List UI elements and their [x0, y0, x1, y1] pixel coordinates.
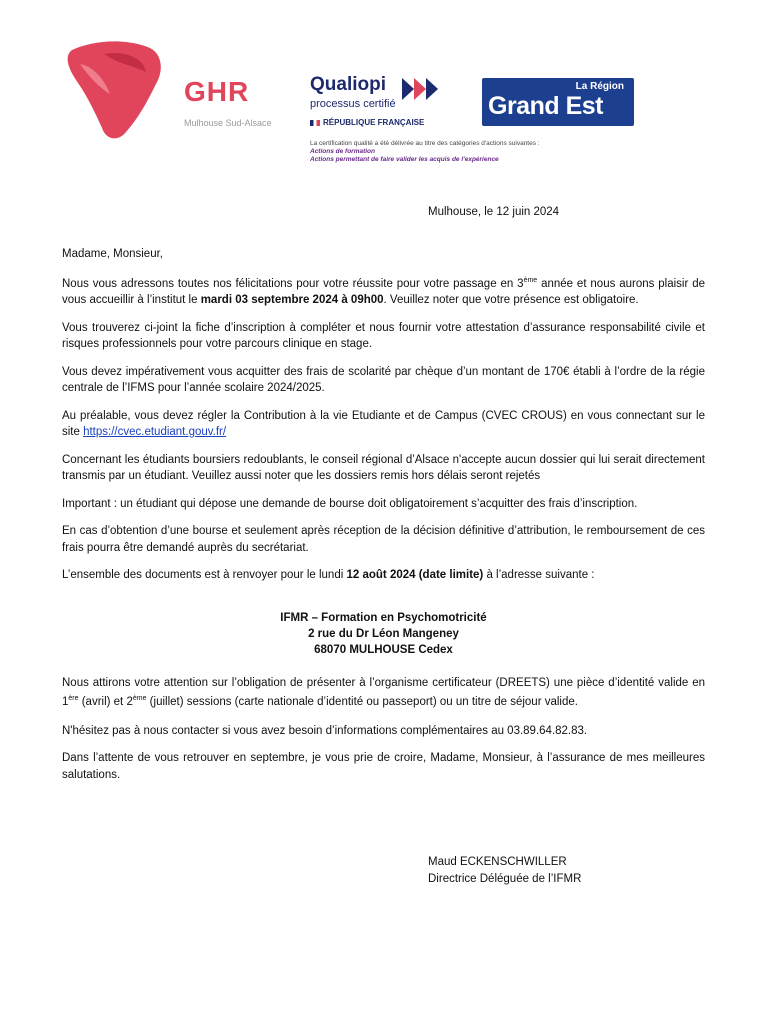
p9-text-c: (juillet) sessions (carte nationale d’identité ou passeport) ou un titre de séjour valide. — [146, 695, 578, 708]
p1-text-c: . Veuillez noter que votre présence est obligatoire. — [383, 294, 639, 306]
paragraph-scholarship: Concernant les étudiants boursiers redoublants, le conseil régional d’Alsace n'accepte aucun dossier qui lui serait directement transmis par un étudiant. Veuillez aussi noter que les dossiers remis hors délais seront rejetés — [62, 453, 705, 482]
ghr-name: GHR — [184, 76, 250, 107]
paragraph-documents: Vous trouverez ci-joint la fiche d’inscription à compléter et nous fournir votre attestation d’assurance responsabilité civile et risques professionnels pour votre parcours clinique en stage. — [62, 321, 705, 350]
mailing-address — [62, 610, 705, 658]
paragraph-identity — [62, 674, 705, 712]
paragraph-refund: En cas d’obtention d’une bourse et seulement après réception de la décision définitive d’attribution, le remboursement de ces frais pourra être demandé auprès du secrétariat. — [62, 525, 705, 554]
ghr-logo — [64, 36, 294, 146]
p1-bold-date: mardi 03 septembre 2024 à 09h00 — [200, 294, 384, 306]
republique-label: RÉPUBLIQUE FRANÇAISE — [323, 118, 425, 127]
paragraph-important: Important : un étudiant qui dépose une demande de bourse doit obligatoirement s’acquitter des frais d’inscription. — [62, 497, 638, 510]
p8-text-a: L’ensemble des documents est à renvoyer pour le lundi — [62, 569, 347, 581]
letter-body — [62, 246, 705, 794]
paragraph-cvec — [62, 408, 705, 441]
certification-line-1: Actions de formation — [310, 148, 376, 155]
certification-note — [310, 140, 580, 164]
qualiopi-subtitle: processus certifié — [310, 98, 396, 110]
qualiopi-name: Qualiopi — [310, 74, 386, 95]
ghr-subtitle: Mulhouse Sud-Alsace — [184, 118, 272, 128]
p9-superscript-2: ème — [132, 694, 147, 702]
qualiopi-logo — [306, 74, 456, 134]
p8-bold-deadline: 12 août 2024 (date limite) — [346, 569, 484, 581]
region-grand-est-logo — [482, 78, 634, 126]
address-line-1: IFMR – Formation en Psychomotricité — [280, 611, 487, 624]
republique-francaise — [310, 118, 424, 127]
paragraph-contact: N'hésitez pas à nous contacter si vous avez besoin d’informations complémentaires au 03.89.64.82.83. — [62, 724, 588, 737]
p8-text-b: à l’adresse suivante : — [483, 569, 595, 581]
signatory-title: Directrice Déléguée de l’IFMR — [428, 873, 582, 885]
address-line-3: 68070 MULHOUSE Cedex — [314, 643, 453, 656]
p1-text-a: Nous vous adressons toutes nos félicitations pour votre réussite pour votre passage en 3 — [62, 277, 524, 290]
signatory-name: Maud ECKENSCHWILLER — [428, 856, 567, 868]
p1-text-b: année et nous aurons plaisir de vous accueillir à l’institut le — [62, 277, 705, 306]
ghr-emblem-icon — [64, 36, 184, 146]
flag-icon — [310, 120, 320, 126]
p9-text-b: (avril) et 2 — [78, 695, 133, 708]
p9-text-a: Nous attirons votre attention sur l’obligation de présenter à l’organisme certificateur (DREETS) une pièce d’identité valide en 1 — [62, 676, 705, 708]
paragraph-closing: Dans l’attente de vous retrouver en septembre, je vous prie de croire, Madame, Monsieur, à l’assurance de mes meilleures salutations. — [62, 752, 705, 781]
p1-superscript: ème — [523, 276, 538, 284]
certification-intro: La certification qualité a été délivrée au titre des catégories d'actions suivantes : — [310, 140, 540, 147]
cvec-link[interactable]: https://cvec.etudiant.gouv.fr/ — [83, 426, 227, 438]
signature-block — [428, 854, 581, 888]
letter-date: Mulhouse, le 12 juin 2024 — [428, 206, 560, 218]
certification-line-2: Actions permettant de faire valider les acquis de l'expérience — [310, 156, 499, 163]
address-line-2: 2 rue du Dr Léon Mangeney — [308, 627, 459, 640]
qualiopi-arrows-icon — [402, 78, 438, 100]
region-big-label: Grand Est — [488, 92, 603, 120]
p9-superscript-1: ère — [68, 694, 79, 702]
greeting: Madame, Monsieur, — [62, 248, 163, 260]
paragraph-congratulations — [62, 276, 705, 309]
paragraph-deadline — [62, 567, 705, 584]
region-small-label: La Région — [575, 81, 624, 92]
paragraph-fees: Vous devez impérativement vous acquitter des frais de scolarité par chèque d’un montant de 170€ établi à l’ordre de la régie centrale de l’IFMS pour l’année scolaire 2024/2025. — [62, 365, 705, 394]
p4-text: Au préalable, vous devez régler la Contribution à la vie Etudiante et de Campus (CVEC CROUS) en vous connectant sur le site — [62, 409, 705, 438]
